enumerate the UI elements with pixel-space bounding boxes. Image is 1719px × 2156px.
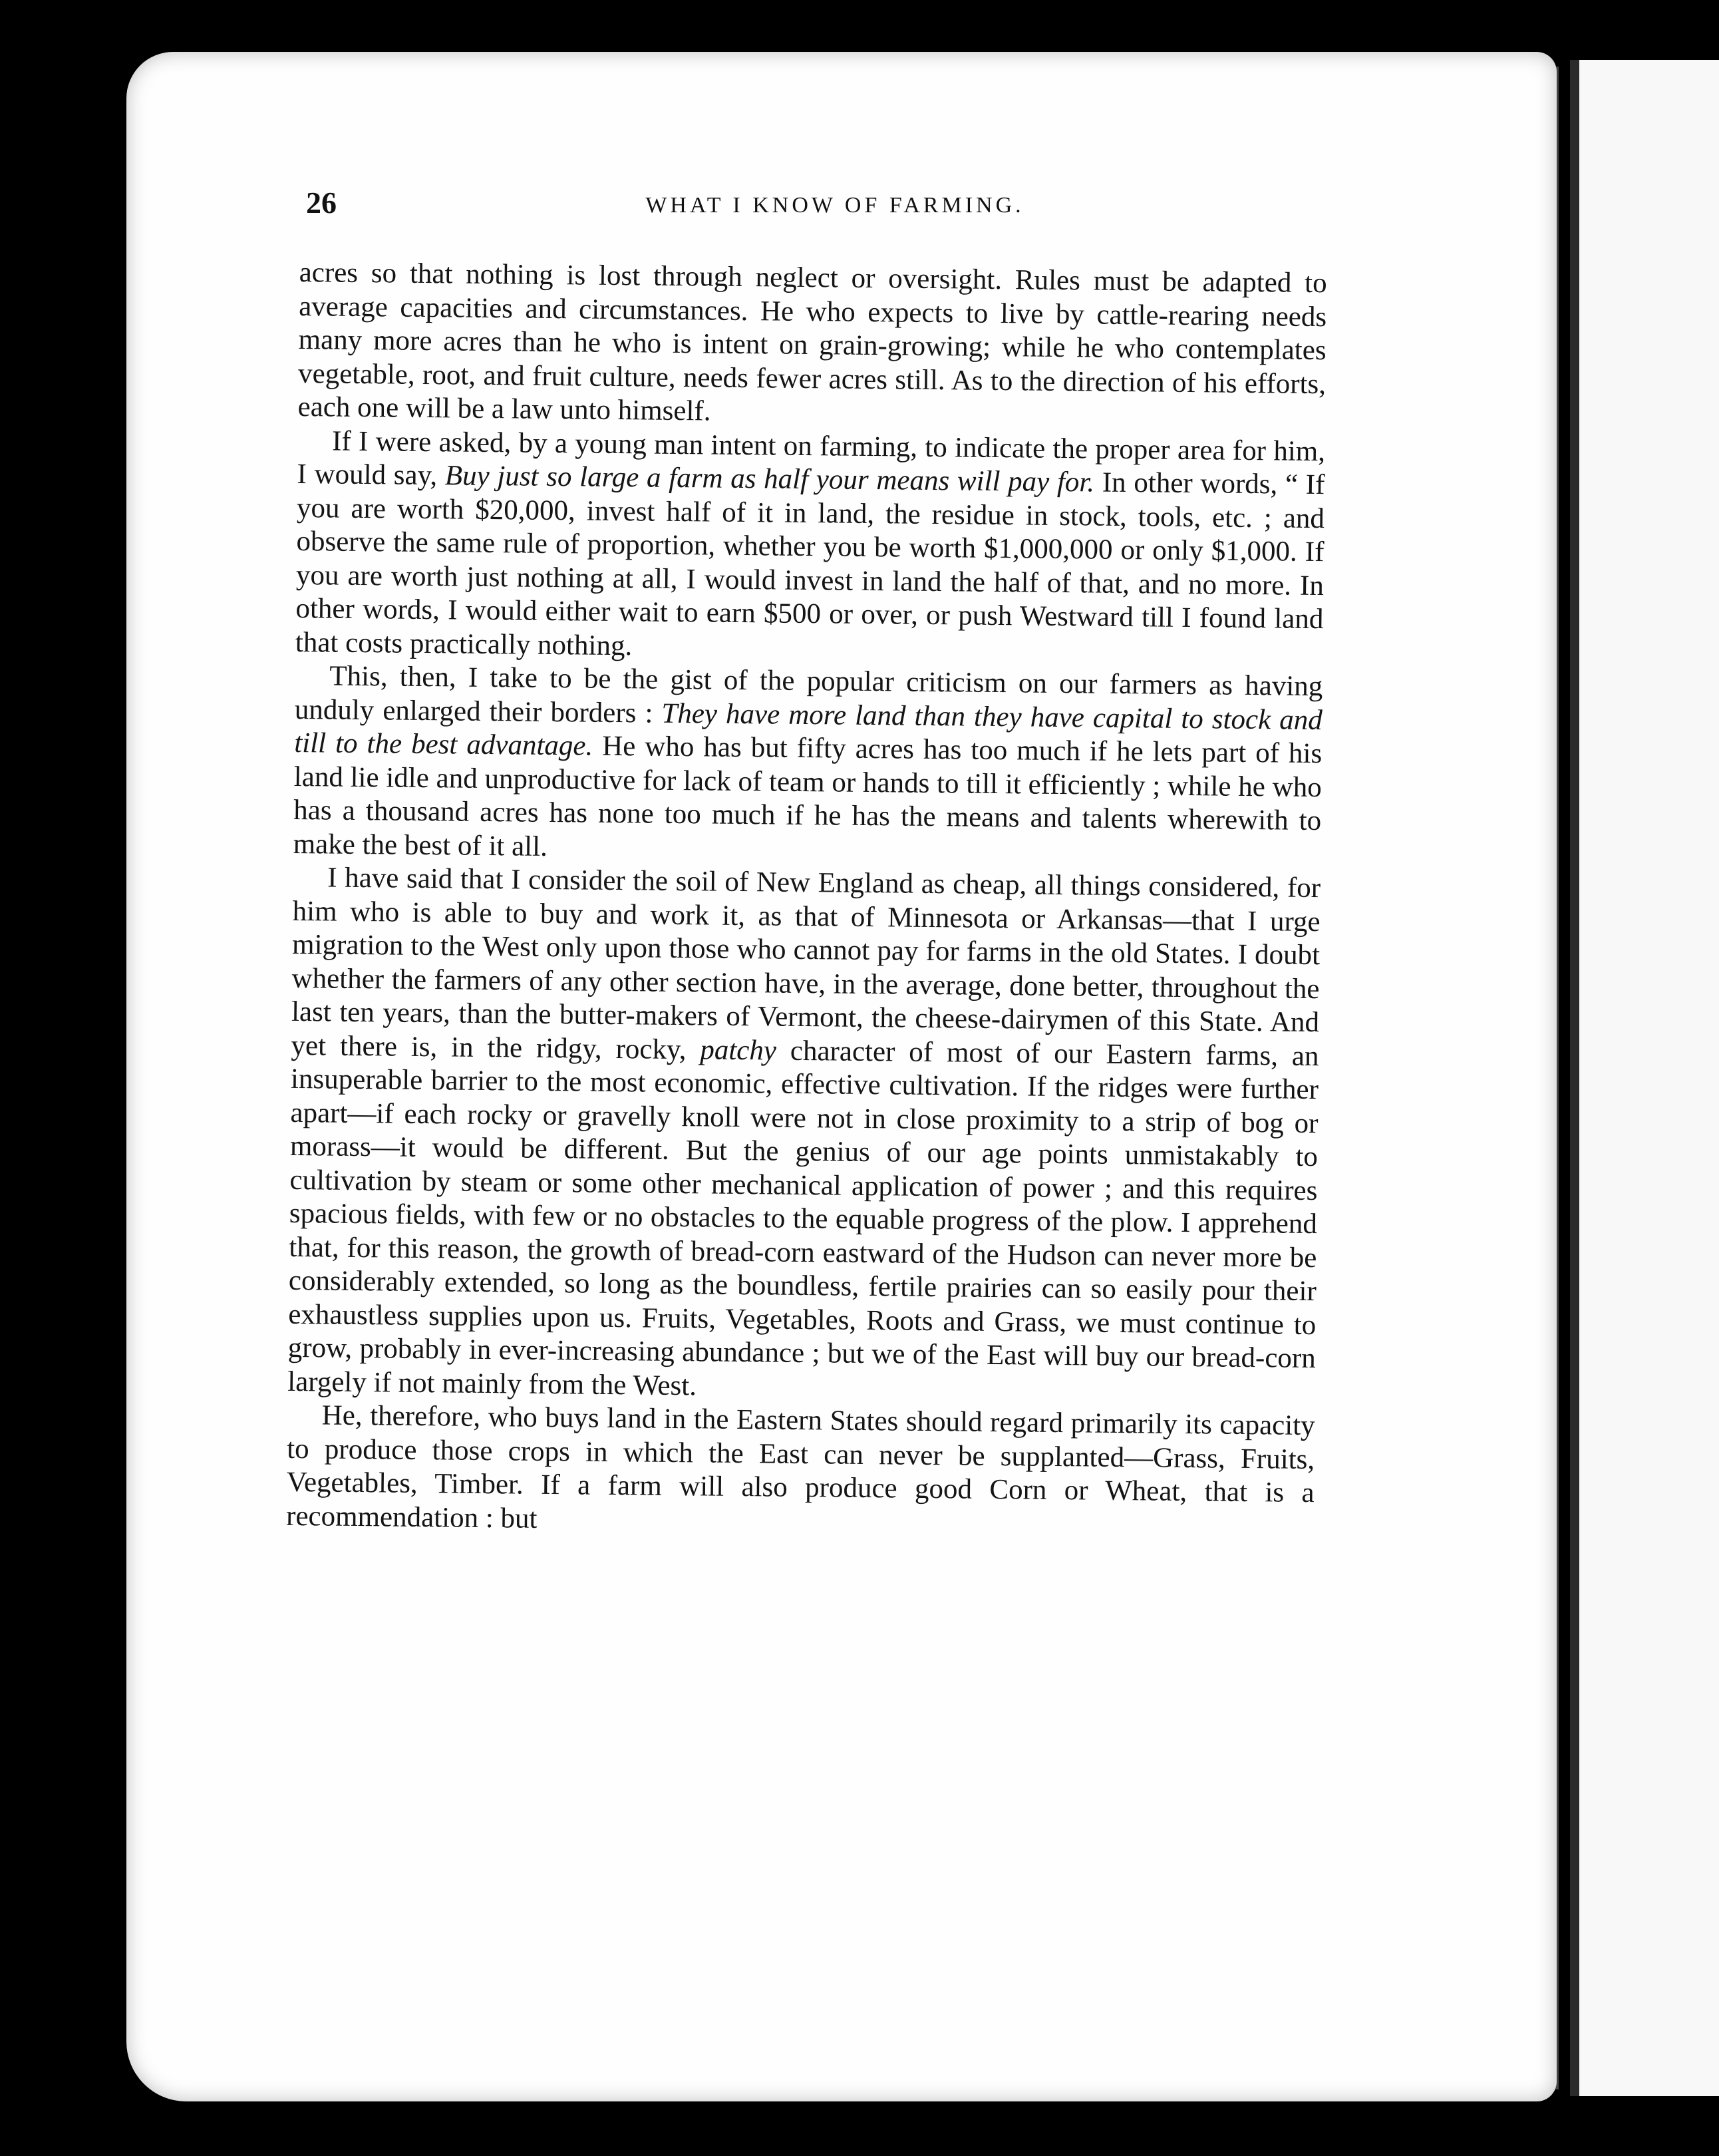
italic-text-segment: patchy [700,1033,777,1067]
text-segment: He who has but fifty acres has too much if he lets part of his land lie idle and unproductive for lack of team or hands to till it efficiently ; while he who has a thousand acres has none too much if he has the means and talents wherewith to make the best of it all. [293,730,1323,862]
italic-text-segment: Buy just so large a farm as half your means will pay for. [444,460,1095,498]
text-segment: He, therefore, who buys land in the Eastern States should regard primarily its capacity to produce those crops in which the East can never be supplanted—Grass, Fruits, Vegetables, Timber. If a farm will also produce good Corn or Wheat, that is a recommendation : but [285,1399,1315,1534]
text-segment: If I were asked, by a young man intent on farming, to indicate the proper area for him, I would say, [297,425,1326,492]
facing-page-edge [1570,60,1719,2096]
page-header [306,178,1324,232]
body-text [286,256,1327,1544]
italic-text-segment: They have more land than they have capital to stock and till to the best advantage. [294,697,1323,762]
paragraph [297,256,1327,435]
text-segment: character of most of our Eastern farms, an insuperable barrier to the most economic, effective cultivation. If the ridges were further apart—if each rocky or gravelly knoll were not in close proximity to a strip of bog or morass—it would be different. But the genius of our age points unmistakably to cultivation by steam or some other mechanical application of power ; and this requires spacious fields, with few or no obstacles to the equable progress of the plow. I apprehend that, for this reason, the growth of bread-corn eastward of the Hudson can never more be considerably extended, so long as the boundless, fertile prairies can so easily pour their exhaustless supplies upon us. Fruits, Vegetables, Roots and Grass, we must continue to grow, probably in ever-increasing abundance ; but we of the East will buy our bread-corn largely if not mainly from the West. [287,1035,1319,1401]
paragraph [287,861,1321,1409]
paragraph [293,659,1323,872]
page-number: 26 [306,186,337,220]
text-segment: This, then, I take to be the gist of the popular criticism on our farmers as having unduly enlarged their borders : [294,660,1323,729]
text-segment: In other words, “ If you are worth $20,000, invest half of it in land, the residue in stock, tools, etc. ; and observe the same rule of proportion, whether you be worth $1,000,000 or only $1,000. If you are worth just nothing at all, I would invest in land the half of that, and no more. In other words, I would either wait to earn $500 or over, or push Westward till I found land that costs practically nothing. [295,466,1325,661]
text-segment: I have said that I consider the soil of New England as cheap, all things considered, for him who is able to buy and work it, as that of Minnesota or Arkansas—that I urge migration to the West only upon those who cannot pay for farms in the old States. I doubt whether the farmers of any other section have, in the average, done better, throughout the last ten years, than the butter-makers of Vermont, the cheese-dairymen of this State. And yet there is, in the ridgy, rocky, [291,862,1321,1065]
paragraph [286,1399,1315,1544]
paragraph [295,424,1326,670]
running-head: WHAT I KNOW OF FARMING. [645,193,1024,218]
text-segment: acres so that nothing is lost through neglect or oversight. Rules must be adapted to average capacities and circumstances. He who expects to live by cattle-rearing needs many more acres than he who is intent on grain-growing; while he who contemplates vegetable, root, and fruit culture, needs fewer acres still. As to the direction of his efforts, each one will be a law unto himself. [297,256,1327,427]
